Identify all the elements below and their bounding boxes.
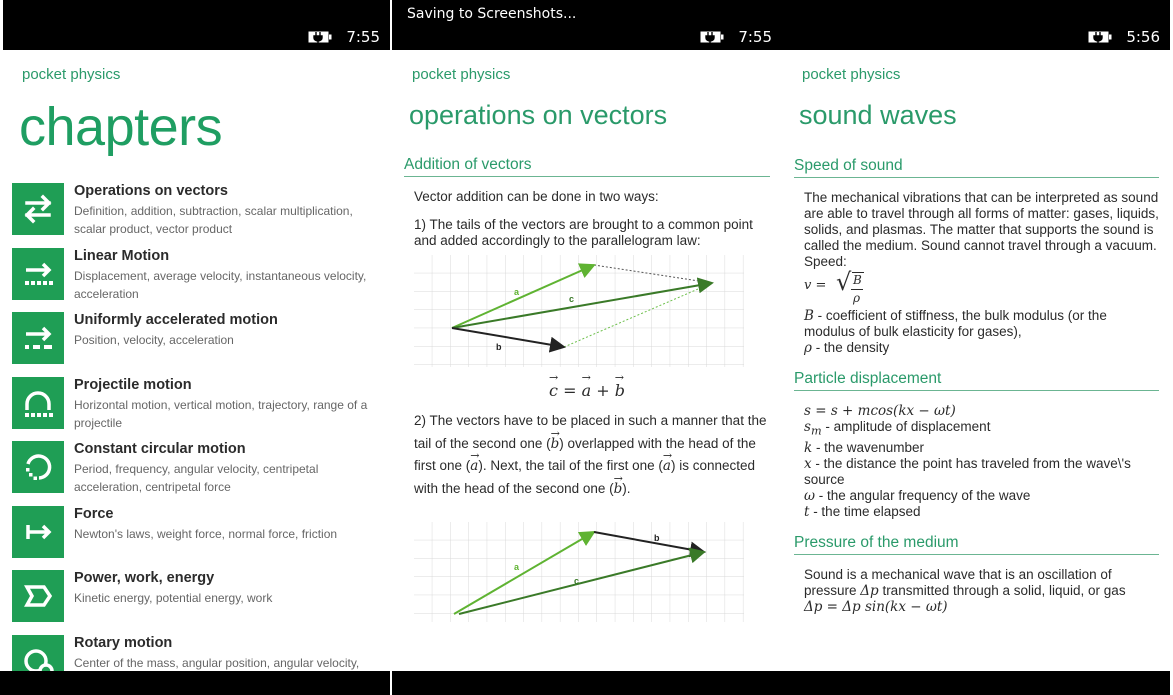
page-title: operations on vectors (409, 100, 668, 130)
nav-bar (392, 671, 782, 695)
section-heading: Speed of sound (794, 157, 1159, 178)
battery-charging-icon (1088, 31, 1112, 43)
chapter-item-uniformly-accelerated-motion[interactable] (12, 312, 390, 377)
status-bar (782, 0, 1170, 50)
page-title: chapters (19, 97, 223, 157)
chevron-block-icon (12, 570, 64, 622)
svg-text:a: a (514, 287, 520, 297)
status-bar (392, 0, 782, 50)
clock: 7:55 (346, 28, 380, 46)
chapter-title: Uniformly accelerated motion (74, 312, 278, 328)
battery-charging-icon (700, 31, 724, 43)
chapter-item-projectile-motion[interactable] (12, 377, 390, 442)
chapter-list (12, 183, 390, 695)
def-x: x - the distance the point has traveled from the wave\'s source (804, 455, 1131, 487)
chapter-item-operations-on-vectors[interactable] (12, 183, 390, 248)
chapter-title: Projectile motion (74, 376, 192, 393)
clock: 5:56 (1126, 28, 1160, 46)
arc-trajectory-icon (12, 377, 64, 429)
article-content (404, 156, 770, 622)
def-rho: ρ - the density (804, 340, 890, 356)
svg-text:c: c (574, 576, 580, 586)
page-title: sound waves (799, 100, 957, 130)
pressure-text: Sound is a mechanical wave that is an oscillation of pressure Δp transmitted through a solid, liquid, or gas (804, 566, 1126, 599)
chapter-title: Linear Motion (74, 247, 170, 264)
clock: 7:55 (738, 28, 772, 46)
swap-arrows-icon (12, 183, 64, 235)
chapter-desc: Newton's laws, weight force, normal force, friction (74, 526, 338, 541)
nav-bar (782, 671, 1170, 695)
chapters-screen (0, 0, 390, 695)
svg-text:b: b (654, 533, 660, 543)
app-title: pocket physics (802, 66, 901, 83)
status-bar (3, 0, 390, 50)
section-heading: Pressure of the medium (794, 534, 1159, 555)
section-heading: Particle displacement (794, 370, 1159, 391)
vectors-screen (392, 0, 782, 695)
force-arrow-icon (12, 506, 64, 558)
chapter-desc: Position, velocity, acceleration (74, 333, 234, 347)
chapter-title: Operations on vectors (74, 183, 228, 199)
arrow-dotted-line-icon (12, 248, 64, 300)
arrow-dashed-line-icon (12, 312, 64, 364)
chapter-item-constant-circular-motion[interactable] (12, 441, 390, 506)
intro-text: Vector addition can be done in two ways: (414, 189, 659, 204)
method-2-text: 2) The vectors have to be placed in such a manner that the tail of the second one (→ b) overlapped with the head of the first one (→ a). Next, the tail of the first one (→ a) is connected with the head of the second one (→ b). (404, 410, 770, 500)
sound-waves-screen (782, 0, 1173, 695)
app-title: pocket physics (22, 66, 121, 83)
method-1-text: 1) The tails of the vectors are brought to a common point and added accordingly to the parallelogram law: (414, 217, 753, 248)
def-omega: ω - the angular frequency of the wave (804, 487, 1031, 504)
displacement-formula: s = s + mcos(kx − ωt) (804, 403, 956, 419)
chapter-item-power-work-energy[interactable] (12, 570, 390, 635)
chapter-desc: Center of the mass, angular position, angular velocity, (74, 655, 360, 670)
def-B: B - coefficient of stiffness, the bulk modulus (or the modulus of bulk elasticity for gases), (804, 308, 1107, 339)
svg-text:a: a (514, 562, 520, 572)
article-content (794, 157, 1159, 615)
chapter-desc: Displacement, average velocity, instantaneous velocity, acceleration (74, 268, 367, 301)
chapter-title: Force (74, 505, 114, 522)
def-sm: $s_m$ - amplitude of displacement (804, 419, 991, 438)
nav-bar (0, 671, 390, 695)
svg-text:c: c (569, 294, 575, 304)
circle-orbit-icon (12, 441, 64, 493)
chapter-desc: Kinetic energy, potential energy, work (74, 591, 273, 605)
chapter-item-linear-motion[interactable] (12, 248, 390, 313)
def-k: k - the wavenumber (804, 439, 924, 456)
triangle-diagram (414, 522, 744, 622)
battery-charging-icon (308, 31, 332, 43)
status-notice: Saving to Screenshots... (407, 6, 577, 22)
chapter-title: Rotary motion (74, 634, 173, 651)
speed-formula: v = √ B ρ (794, 270, 1159, 308)
app-title: pocket physics (412, 66, 511, 83)
pressure-formula: Δp = Δp sin(kx − ωt) (804, 598, 948, 615)
parallelogram-diagram (414, 255, 744, 367)
def-t: t - the time elapsed (804, 503, 921, 520)
chapter-item-force[interactable] (12, 506, 390, 571)
svg-text:b: b (496, 342, 502, 352)
speed-label: Speed: (804, 254, 847, 269)
chapter-desc: Period, frequency, angular velocity, centripetal acceleration, centripetal force (74, 462, 319, 494)
chapter-title: Constant circular motion (74, 441, 246, 457)
speed-of-sound-text: The mechanical vibrations that can be interpreted as sound are able to travel through all forms of matter: gases, liquids, solids, and plasmas. The matter that supports the sound is called the medium. Sound cannot travel through a vacuum. (804, 190, 1159, 253)
chapter-title: Power, work, energy (74, 570, 215, 586)
vector-sum-equation: → c = → a + → b (404, 381, 770, 400)
section-heading: Addition of vectors (404, 156, 770, 177)
chapter-desc: Definition, addition, subtraction, scalar multiplication, scalar product, vector product (74, 204, 353, 236)
chapter-desc: Horizontal motion, vertical motion, trajectory, range of a projectile (74, 397, 368, 430)
